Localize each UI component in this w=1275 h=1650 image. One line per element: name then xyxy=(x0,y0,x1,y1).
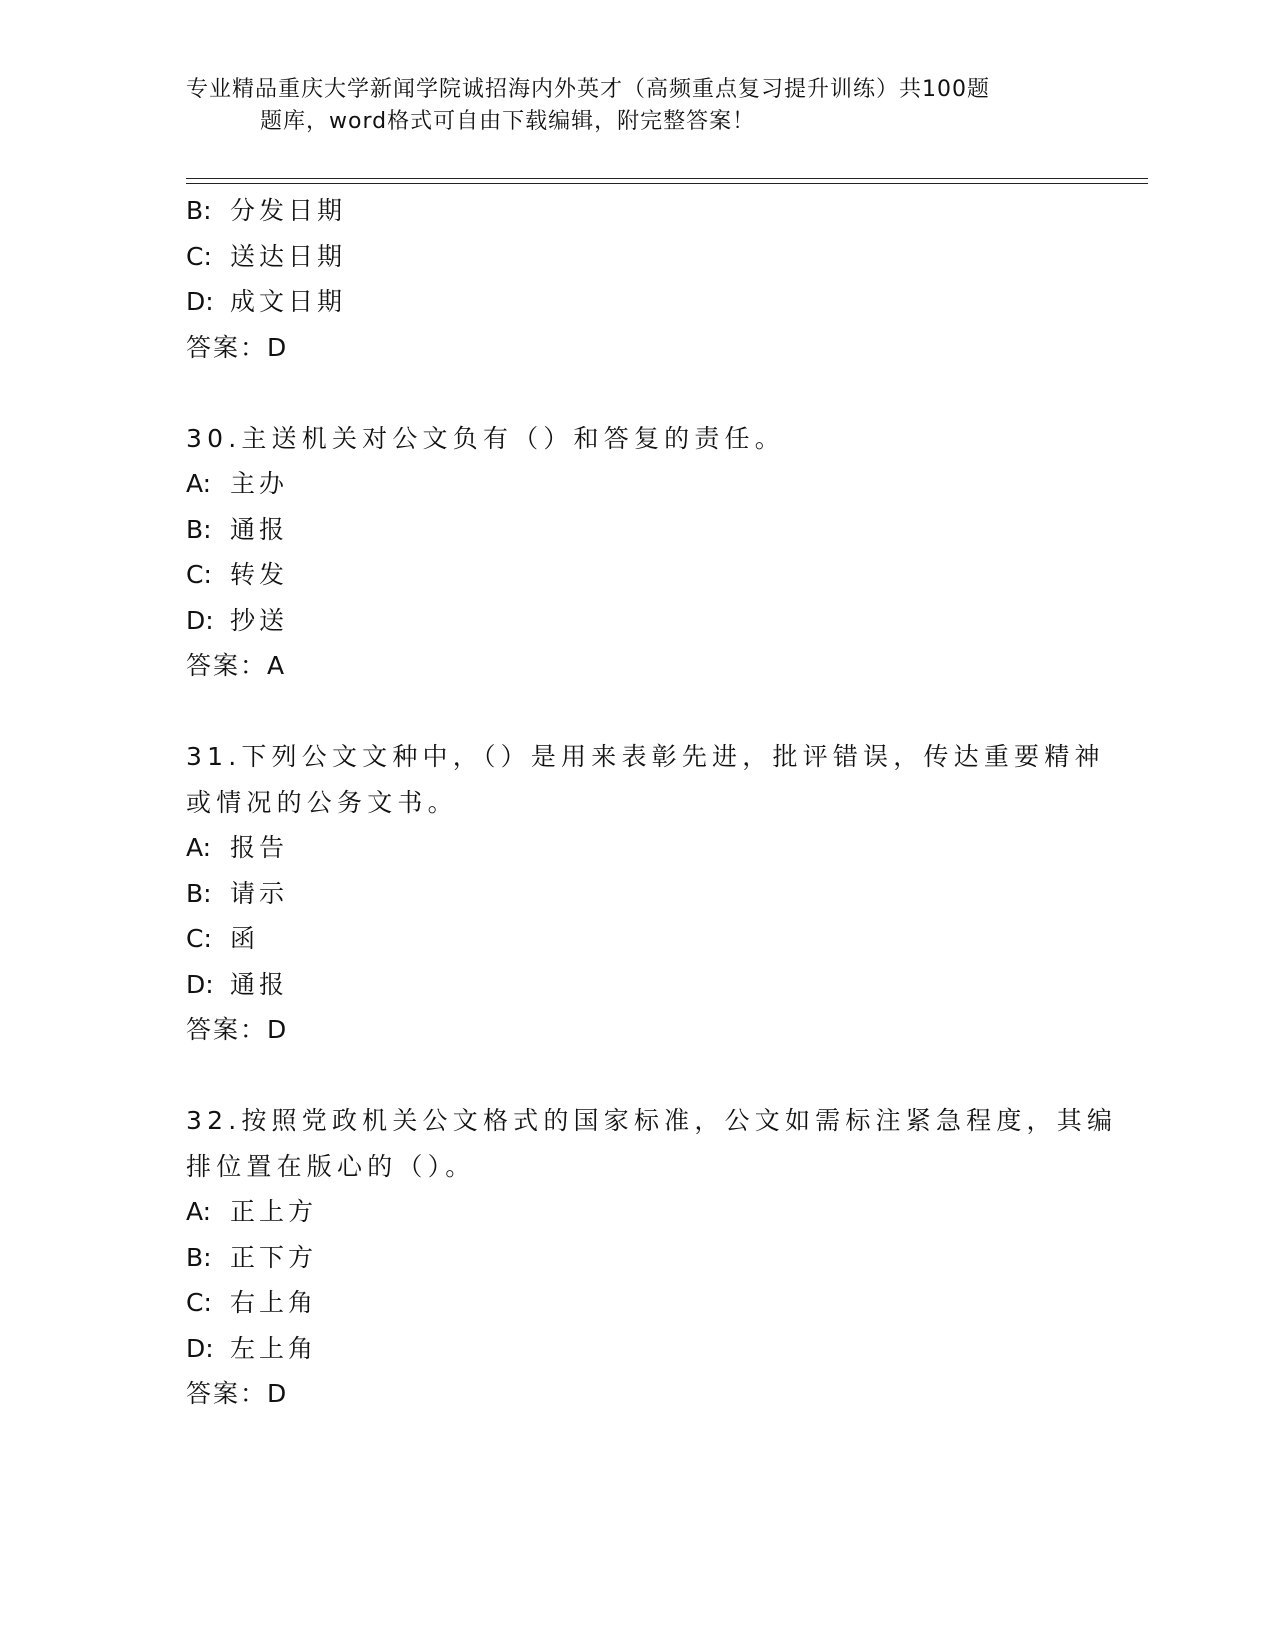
option-d: D: 成文日期 xyxy=(186,287,347,316)
header-line-2: 题库，word格式可自由下载编辑，附完整答案！ xyxy=(260,109,756,134)
option-c: C: 函 xyxy=(186,924,260,953)
answer-line: 答案：D xyxy=(186,1379,289,1408)
question-stem-line-1: 31.下列公文文种中，（）是用来表彰先进，批评错误，传达重要精神 xyxy=(186,742,1105,771)
question-29-continuation xyxy=(186,188,1086,370)
question-31 xyxy=(186,734,1105,1053)
question-stem-line-1: 32.按照党政机关公文格式的国家标准，公文如需标注紧急程度，其编 xyxy=(186,1106,1118,1135)
option-a: A: 主办 xyxy=(186,469,289,498)
option-b: B: 分发日期 xyxy=(186,196,347,225)
header-divider-top xyxy=(186,178,1148,179)
answer-line: 答案：A xyxy=(186,651,287,680)
option-b: B: 正下方 xyxy=(186,1242,318,1272)
option-c: C: 送达日期 xyxy=(186,241,347,271)
answer-line: 答案：D xyxy=(186,1015,289,1044)
question-stem: 30.主送机关对公文负有（）和答复的责任。 xyxy=(186,423,785,453)
option-d: D: 左上角 xyxy=(186,1333,318,1363)
option-c: C: 转发 xyxy=(186,560,289,589)
question-list xyxy=(186,188,1118,1417)
question-stem-line-2: 排位置在版心的（）。 xyxy=(186,1151,476,1181)
question-stem-line-2: 或情况的公务文书。 xyxy=(186,787,458,817)
option-b: B: 通报 xyxy=(186,514,289,544)
option-d: D: 抄送 xyxy=(186,605,289,635)
option-c: C: 右上角 xyxy=(186,1288,318,1317)
option-b: B: 请示 xyxy=(186,878,289,908)
option-d: D: 通报 xyxy=(186,969,289,999)
header-divider-bottom xyxy=(186,183,1148,184)
answer-line: 答案：D xyxy=(186,332,289,362)
option-a: A: 报告 xyxy=(186,833,289,862)
question-32 xyxy=(186,1098,1118,1417)
header-line-1: 专业精品重庆大学新闻学院诚招海内外英才（高频重点复习提升训练）共100题 xyxy=(186,77,990,102)
question-30 xyxy=(186,416,1086,689)
page-header xyxy=(186,74,1086,138)
option-a: A: 正上方 xyxy=(186,1197,318,1226)
